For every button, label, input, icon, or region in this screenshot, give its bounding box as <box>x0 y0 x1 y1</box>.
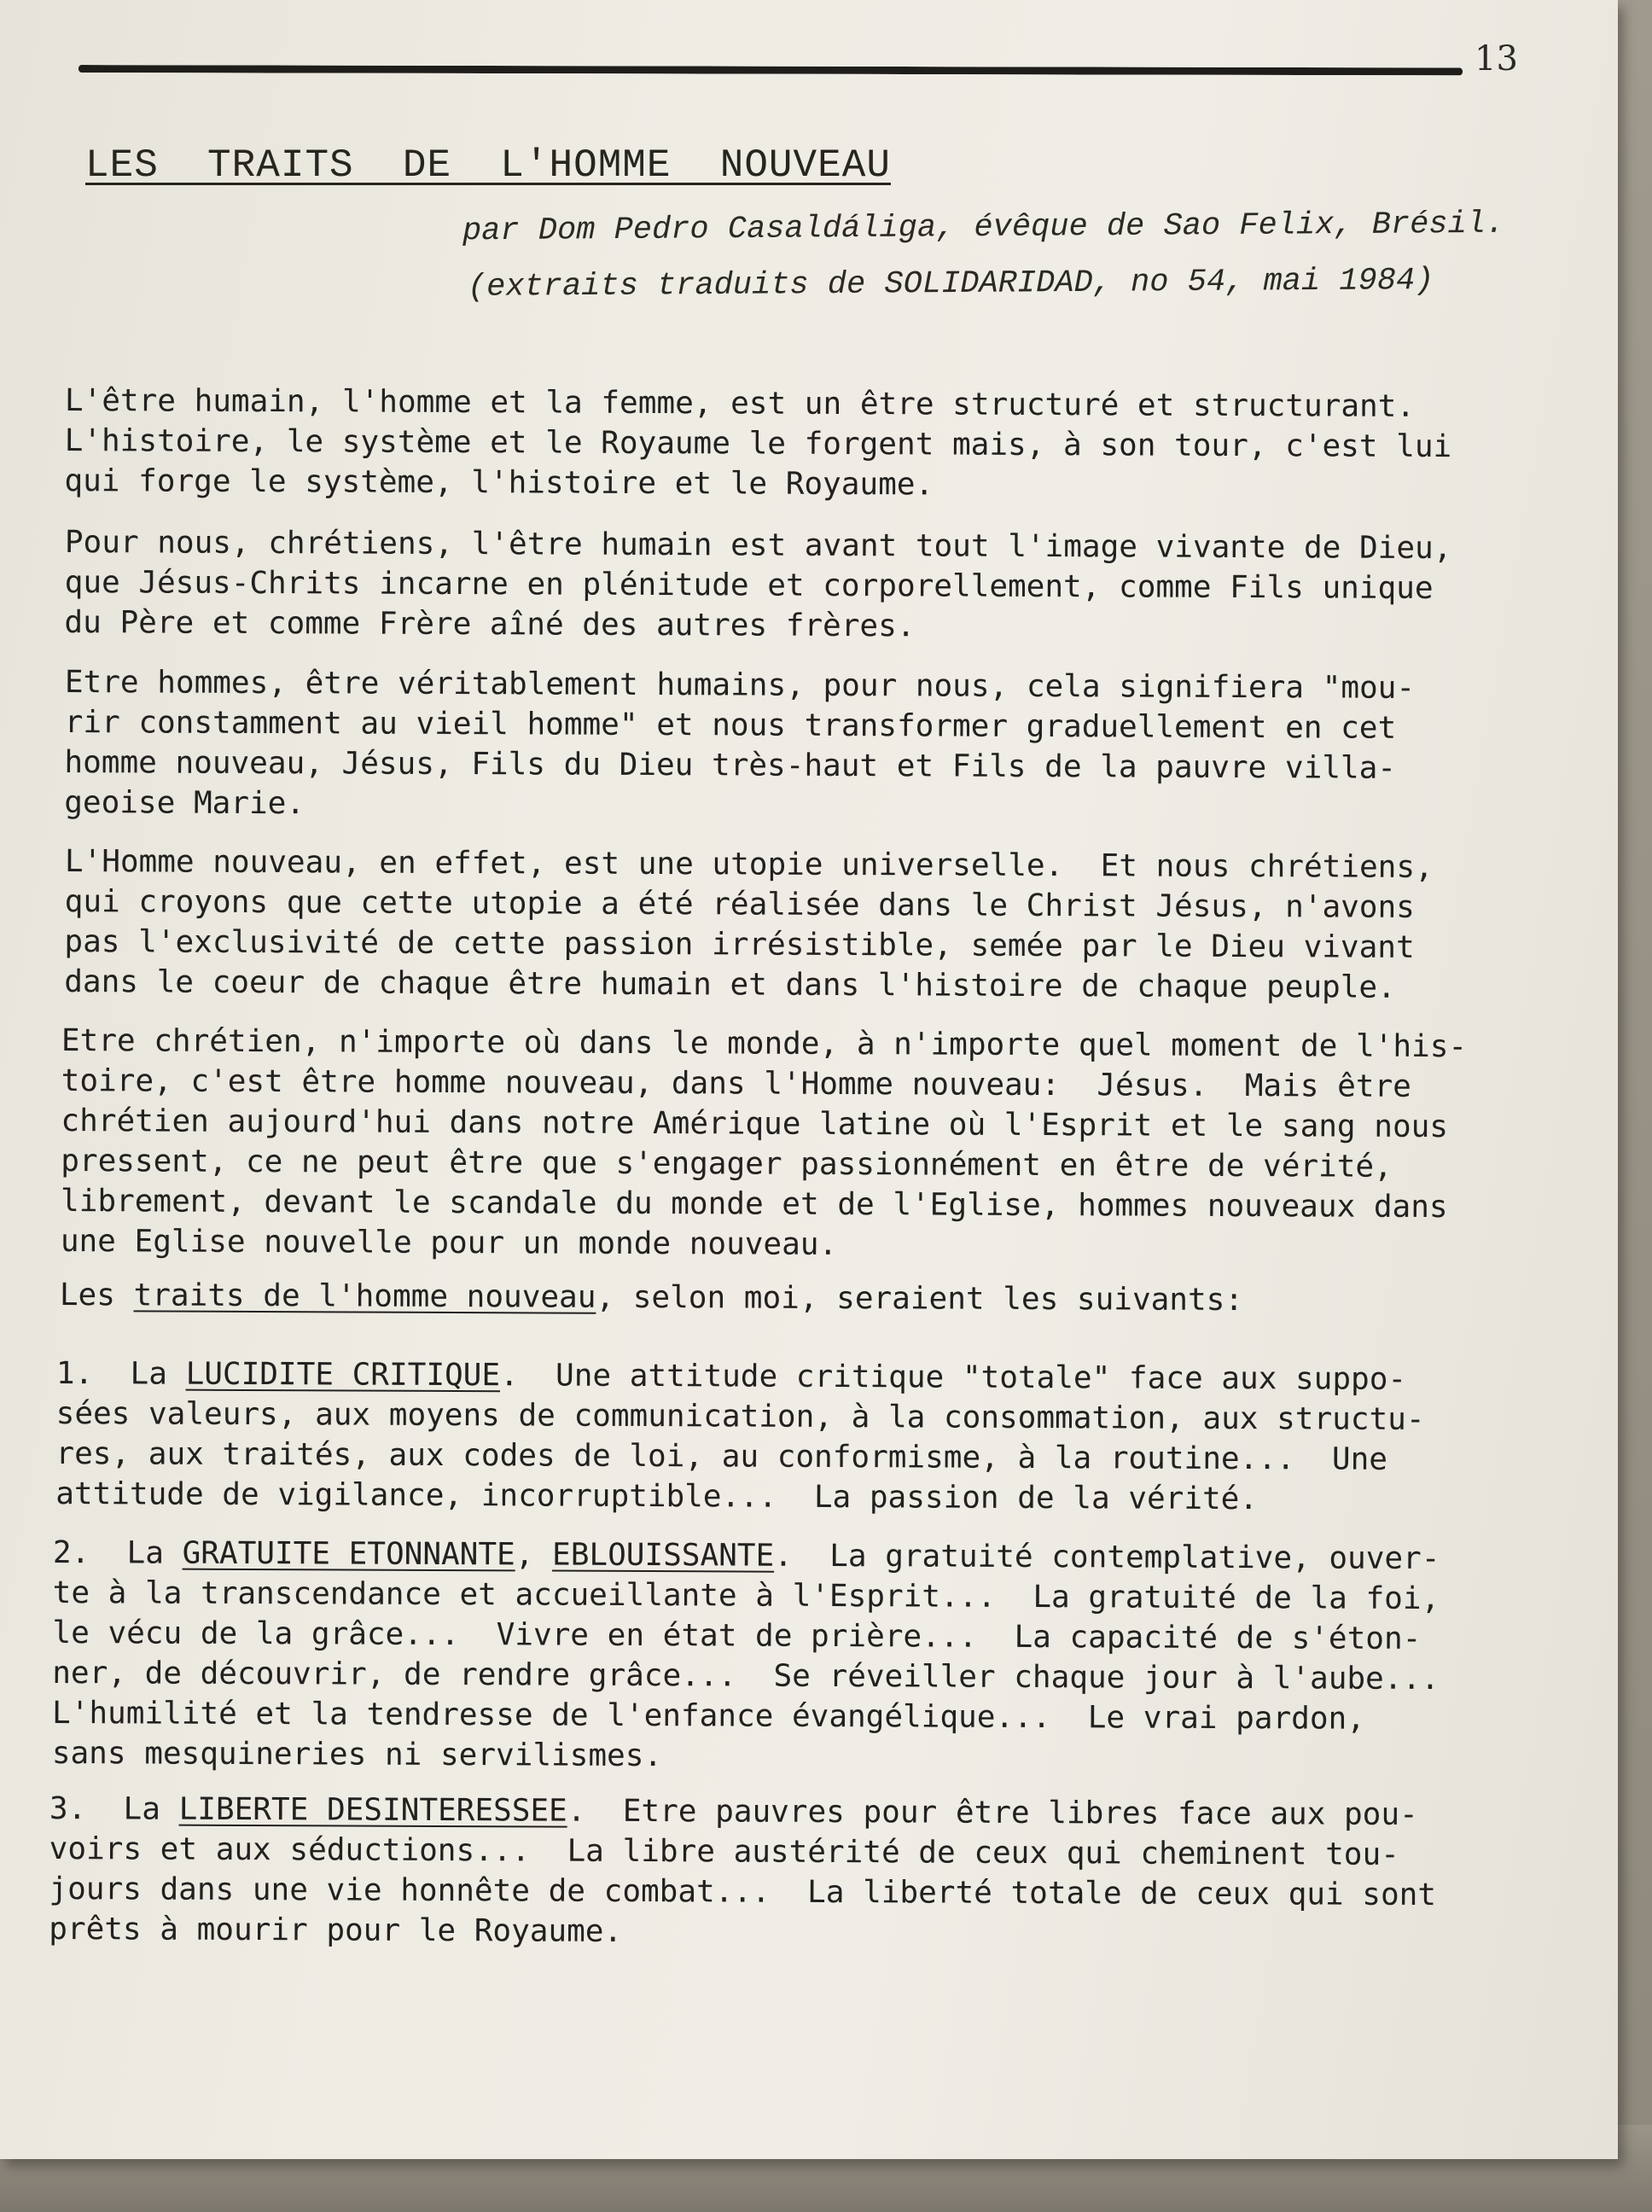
text-line: du Père et comme Frère aîné des autres frères. <box>64 604 916 644</box>
text-line: librement, devant le scandale du monde et de l'Eglise, hommes nouveaux dans <box>60 1183 1448 1225</box>
underlined-phrase: traits de l'homme nouveau <box>133 1278 596 1315</box>
text-line <box>56 1353 1558 1400</box>
text-line: Etre chrétien, n'importe où dans le monde, à n'importe quel moment de l'his- <box>61 1023 1468 1065</box>
text-segment: . La gratuité contemplative, ouver- <box>774 1538 1440 1577</box>
trait-3 <box>49 1789 1551 1956</box>
text-segment: . Etre pauvres pour être libres face aux pou- <box>567 1793 1418 1832</box>
text-line: sans mesquineries ni servilismes. <box>51 1735 663 1774</box>
trait-2 <box>52 1533 1555 1780</box>
text-line: Etre hommes, être véritablement humains, pour nous, cela signifiera "mou- <box>64 665 1416 706</box>
text-segment: Les <box>59 1278 134 1313</box>
text-line: le vécu de la grâce... Vivre en état de prière... La capacité de s'éton- <box>52 1615 1422 1656</box>
trait-term: GRATUITE ETONNANTE <box>182 1535 515 1573</box>
text-line: jours dans une vie honnête de combat... La liberté totale de ceux qui sont <box>49 1871 1437 1913</box>
text-line: voirs et aux séductions... La libre austérité de ceux qui cheminent tou- <box>49 1831 1399 1872</box>
trait-number: 1. La <box>55 1356 186 1392</box>
text-line <box>60 1275 1562 1322</box>
text-line: L'histoire, le système et le Royaume le forgent mais, à son tour, c'est lui <box>64 422 1452 465</box>
text-line: qui forge le système, l'histoire et le Royaume. <box>64 463 934 503</box>
document-title: LES TRAITS DE L'HOMME NOUVEAU <box>85 143 891 188</box>
paragraph-5 <box>61 1021 1563 1268</box>
text-segment: , selon moi, seraient les suivants: <box>596 1279 1244 1318</box>
text-line: prêts à mourir pour le Royaume. <box>49 1911 623 1949</box>
text-line: que Jésus-Chrits incarne en plénitude et corporellement, comme Fils unique <box>64 564 1434 606</box>
text-line: rir constamment au vieil homme" et nous transformer graduellement en cet <box>64 704 1397 746</box>
paragraph-6 <box>60 1275 1562 1322</box>
text-segment: , <box>515 1537 553 1573</box>
text-line <box>53 1533 1555 1580</box>
text-line: L'Homme nouveau, en effet, est une utopie universelle. Et nous chrétiens, <box>64 844 1434 885</box>
trait-number: 2. La <box>52 1535 183 1571</box>
text-line: sées valeurs, aux moyens de communication, à la consommation, aux structu- <box>55 1395 1425 1437</box>
paragraph-1 <box>64 381 1567 508</box>
paragraph-4 <box>64 841 1567 1009</box>
text-line: geoise Marie. <box>64 784 305 822</box>
text-line: dans le coeur de chaque être humain et dans l'histoire de chaque peuple. <box>64 963 1396 1005</box>
text-line: ner, de découvrir, de rendre grâce... Se réveiller chaque jour à l'aube... <box>52 1655 1440 1697</box>
text-line: qui croyons que cette utopie a été réalisée dans le Christ Jésus, n'avons <box>64 883 1415 925</box>
text-line: toire, c'est être homme nouveau, dans l'Homme nouveau: Jésus. Mais être <box>61 1062 1411 1104</box>
text-line: pressent, ce ne peut être que s'engager passionnément en être de vérité, <box>61 1143 1393 1185</box>
paragraph-3 <box>64 662 1567 830</box>
page-number: 13 <box>1475 39 1518 79</box>
text-line: attitude de vigilance, incorruptible... La passion de la vérité. <box>55 1476 1259 1517</box>
text-line: te à la transcendance et accueillante à l'Esprit... La gratuité de la foi, <box>52 1575 1440 1617</box>
text-line: pas l'exclusivité de cette passion irrésistible, semée par le Dieu vivant <box>64 923 1415 965</box>
paragraph-2 <box>64 522 1567 649</box>
author-line: par Dom Pedro Casaldáliga, évêque de Sao Felix, Brésil. <box>462 206 1505 250</box>
text-line: homme nouveau, Jésus, Fils du Dieu très-haut et Fils de la pauvre villa- <box>64 744 1397 786</box>
trait-1 <box>55 1353 1558 1521</box>
text-line: res, aux traités, aux codes de loi, au conformisme, à la routine... Une <box>55 1435 1388 1477</box>
trait-number: 3. La <box>49 1791 179 1827</box>
source-line: (extraits traduits de SOLIDARIDAD, no 54, mai 1984) <box>467 263 1434 306</box>
text-line: chrétien aujourd'hui dans notre Amérique latine où l'Esprit et le sang nous <box>61 1103 1449 1145</box>
text-line <box>49 1789 1551 1836</box>
text-line: L'être humain, l'homme et la femme, est un être structuré et structurant. <box>64 382 1416 424</box>
trait-term-2: EBLOUISSANTE <box>552 1537 775 1574</box>
text-segment: . Une attitude critique "totale" face aux suppo- <box>499 1358 1407 1397</box>
text-line: L'humilité et la tendresse de l'enfance évangélique... Le vrai pardon, <box>51 1695 1365 1737</box>
text-line: une Eglise nouvelle pour un monde nouveau. <box>60 1223 838 1262</box>
trait-term: LIBERTE DESINTERESSEE <box>178 1791 567 1829</box>
trait-term: LUCIDITE CRITIQUE <box>185 1356 501 1394</box>
text-line: Pour nous, chrétiens, l'être humain est avant tout l'image vivante de Dieu, <box>64 525 1452 567</box>
